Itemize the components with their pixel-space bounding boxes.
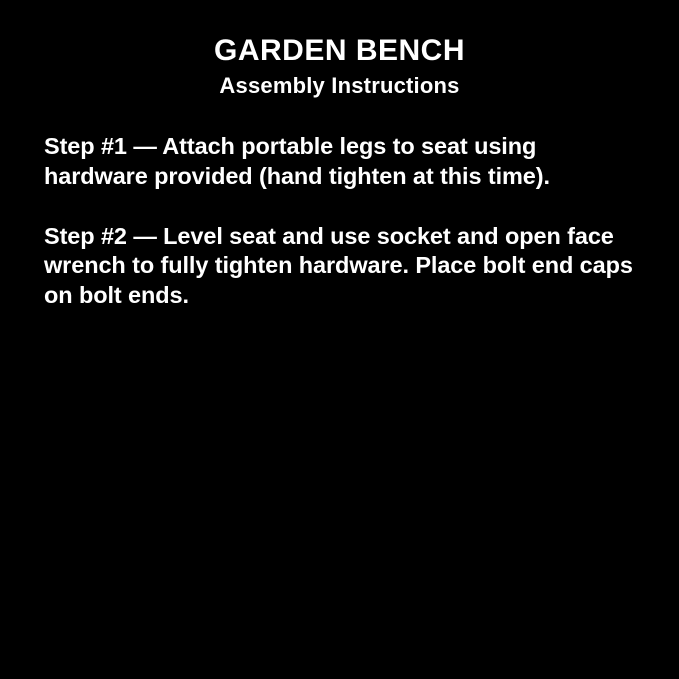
page-title: GARDEN BENCH [213, 34, 465, 67]
step-item: Step #2 — Level seat and use socket and open face wrench to fully tighten hardware. Place bolt end caps on bolt ends. [44, 222, 633, 308]
steps-list [0, 132, 679, 310]
page-subtitle: Assembly Instructions [219, 73, 460, 98]
step-item: Step #1 — Attach portable legs to seat using hardware provided (hand tighten at this time). [44, 133, 550, 189]
document-header [0, 0, 679, 98]
